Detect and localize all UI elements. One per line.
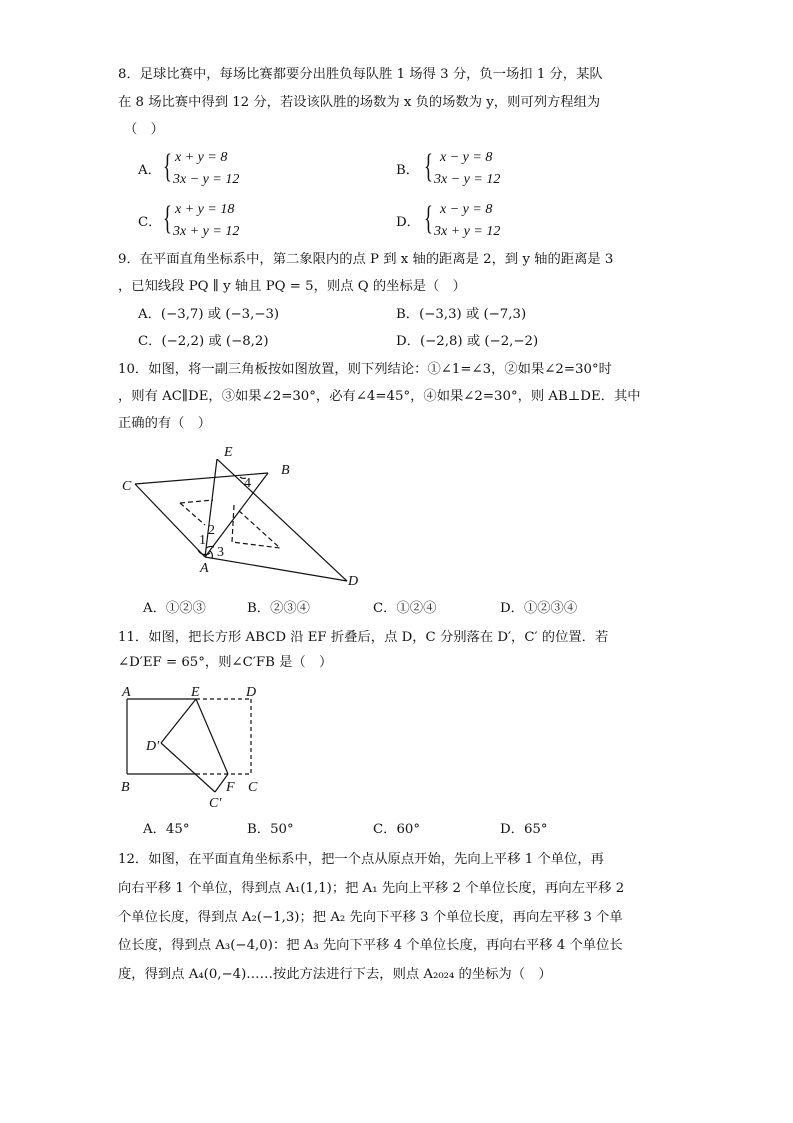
q8-option-a-eq2: 3x − y = 12 bbox=[173, 172, 240, 187]
angle-1-arc bbox=[198, 550, 210, 555]
label-f: F bbox=[226, 780, 235, 795]
q9-line: ，已知线段 PQ ∥ y 轴且 PQ = 5，则点 Q 的坐标是（ ） bbox=[118, 279, 466, 294]
q12-line: 12．如图，在平面直角坐标系中，把一个点从原点开始，先向上平移 1 个单位，再 bbox=[118, 852, 604, 867]
dashed-left bbox=[180, 500, 213, 503]
line-ab bbox=[205, 473, 268, 557]
q8-line: 8．足球比赛中，每场比赛都要分出胜负每队胜 1 场得 3 分，负一场扣 1 分，某队 bbox=[118, 67, 603, 82]
label-b: B bbox=[121, 780, 130, 795]
label-angle-4: 4 bbox=[244, 476, 251, 491]
q10-line: ，则有 AC∥DE，③如果∠2=30°，必有∠4=45°，④如果∠2=30°，则 AB⊥DE．其中 bbox=[118, 389, 641, 404]
angle-3-arc bbox=[210, 551, 212, 558]
line-cprime-f bbox=[215, 774, 228, 792]
angle-4-arc bbox=[240, 477, 246, 478]
label-c: C bbox=[248, 780, 258, 795]
brace: { bbox=[424, 200, 433, 237]
q12-line: 位长度，得到点 A₃(−4,0)：把 A₃ 先向下平移 4 个单位长度，再向右平移 4 个单位长 bbox=[118, 938, 623, 953]
q12-line: 个单位长度，得到点 A₂(−1,3)；把 A₂ 先向下平移 3 个单位长度，再向左平移 3 个单 bbox=[118, 910, 623, 925]
label-c: C bbox=[122, 479, 132, 494]
q10-option-b: B．②③④ bbox=[247, 601, 310, 616]
q9-option-d: D．(−2,8) 或 (−2,−2) bbox=[396, 334, 539, 349]
line-ca bbox=[135, 484, 205, 557]
q11-option-c: C．60° bbox=[373, 822, 421, 837]
q10-line: 正确的有（ ） bbox=[118, 416, 212, 431]
q11-option-d: D．65° bbox=[500, 822, 548, 837]
q8-option-c-eq1: x + y = 18 bbox=[175, 202, 235, 217]
label-a: A bbox=[122, 685, 131, 700]
label-e: E bbox=[191, 685, 200, 700]
q8-option-c-label: C． bbox=[138, 215, 162, 230]
label-d-prime: D′ bbox=[146, 739, 160, 754]
q8-option-b-eq2: 3x − y = 12 bbox=[434, 172, 501, 187]
q11-line: ∠D′EF = 65°，则∠C′FB 是（ ） bbox=[118, 655, 333, 670]
label-b: B bbox=[281, 463, 290, 478]
q8-option-a-eq1: x + y = 8 bbox=[175, 150, 228, 165]
q10-option-a: A．①②③ bbox=[143, 601, 206, 616]
brace: { bbox=[424, 148, 433, 185]
dashed-left bbox=[180, 503, 205, 525]
label-angle-3: 3 bbox=[217, 545, 224, 560]
q12-line: 向右平移 1 个单位，得到点 A₁(1,1)；把 A₁ 先向上平移 2 个单位长度，再向左平移 2 bbox=[118, 881, 625, 896]
q8-option-b-eq1: x − y = 8 bbox=[440, 150, 493, 165]
q8-option-d-eq2: 3x + y = 12 bbox=[434, 224, 501, 239]
line-ef bbox=[196, 699, 228, 774]
q10-option-d: D．①②③④ bbox=[500, 601, 578, 616]
q11-line: 11．如图，把长方形 ABCD 沿 EF 折叠后，点 D，C 分别落在 D′，C′ 的位置．若 bbox=[118, 630, 609, 645]
q8-option-b-label: B． bbox=[396, 163, 420, 178]
q9-line: 9．在平面直角坐标系中，第二象限内的点 P 到 x 轴的距离是 2，到 y 轴的距离是 3 bbox=[118, 252, 614, 267]
line-ae bbox=[205, 459, 217, 557]
line-ed bbox=[217, 459, 347, 581]
line-ed-prime bbox=[161, 699, 196, 743]
q9-option-c: C．(−2,2) 或 (−8,2) bbox=[138, 334, 269, 349]
q9-option-b: B．(−3,3) 或 (−7,3) bbox=[396, 307, 527, 322]
line-ad bbox=[205, 557, 347, 581]
line-cb bbox=[135, 473, 268, 484]
q10-line: 10．如图，将一副三角板按如图放置，则下列结论：①∠1=∠3，②如果∠2=30°时 bbox=[118, 362, 612, 377]
line-dprime-cprime bbox=[161, 743, 215, 792]
label-a: A bbox=[200, 561, 209, 576]
label-angle-2: 2 bbox=[208, 523, 215, 538]
brace: { bbox=[163, 148, 172, 185]
q8-option-d-label: D． bbox=[396, 215, 420, 230]
q8-option-c-eq2: 3x + y = 12 bbox=[173, 224, 240, 239]
q8-option-a-label: A． bbox=[138, 163, 161, 178]
label-angle-1: 1 bbox=[199, 533, 206, 548]
q11-option-a: A．45° bbox=[143, 822, 190, 837]
label-c-prime: C′ bbox=[209, 796, 222, 811]
label-d: D bbox=[348, 574, 359, 589]
q10-option-c: C．①②④ bbox=[373, 601, 437, 616]
q11-option-b: B．50° bbox=[247, 822, 294, 837]
q8-line: 在 8 场比赛中得到 12 分，若设该队胜的场数为 x 负的场数为 y，则可列方程组为 bbox=[118, 95, 601, 110]
dashed-right bbox=[232, 505, 280, 548]
q8-option-d-eq1: x − y = 8 bbox=[440, 202, 493, 217]
brace: { bbox=[163, 200, 172, 237]
q12-line: 度，得到点 A₄(0,−4)……按此方法进行下去，则点 A₂₀₂₄ 的坐标为（ ） bbox=[118, 967, 552, 982]
angle-2-arc bbox=[206, 546, 214, 548]
label-e: E bbox=[224, 445, 233, 460]
q9-option-a: A．(−3,7) 或 (−3,−3) bbox=[138, 307, 280, 322]
label-d: D bbox=[246, 685, 257, 700]
q8-line: （ ） bbox=[124, 122, 164, 137]
